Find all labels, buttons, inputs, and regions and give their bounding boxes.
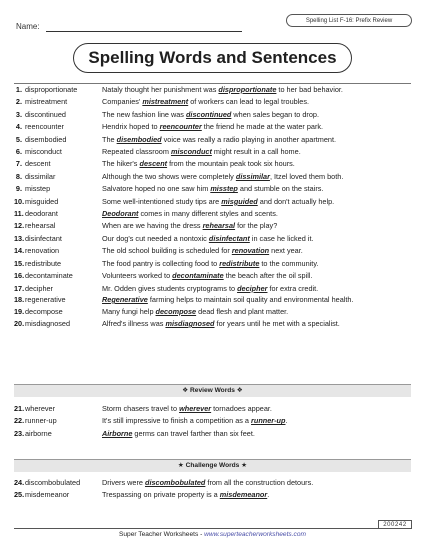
spelling-word: misconduct: [25, 147, 62, 157]
sentence-target-word: decontaminate: [172, 271, 224, 281]
word-list: [14, 84, 411, 330]
word-number: 2.: [15, 97, 22, 107]
spelling-word: disembodied: [25, 134, 67, 144]
word-number: 5.: [15, 134, 22, 144]
word-number: 9.: [15, 184, 22, 194]
review-heading: ❖ Review Words ❖: [14, 384, 411, 397]
word-row: [14, 183, 411, 195]
challenge-heading: ★ Challenge Words ★: [14, 459, 411, 472]
sentence-after: from the mountain peak took six hours.: [167, 159, 295, 169]
word-row: [14, 415, 411, 427]
sentence-target-word: decompose: [155, 306, 197, 316]
sentence-before: Storm chasers travel to: [102, 404, 180, 413]
spelling-word: deodorant: [25, 209, 58, 219]
example-sentence: [102, 306, 411, 318]
word-number: 13.: [14, 233, 25, 243]
word-number: 17.: [14, 283, 25, 293]
spelling-list-badge: Spelling List F-16: Prefix Review: [286, 14, 412, 27]
sentence-after: tornadoes appear.: [211, 404, 272, 413]
spelling-word: airborne: [25, 428, 52, 438]
example-sentence: [102, 121, 411, 133]
sentence-target-word: Regenerative: [102, 294, 148, 304]
sentence-target-word: misstep: [210, 184, 238, 194]
spelling-word: regenerative: [25, 294, 66, 304]
sentence-before: Hendrix hoped to: [102, 122, 160, 132]
example-sentence: [102, 318, 411, 330]
word-number: 25.: [14, 490, 25, 500]
example-sentence: [102, 208, 411, 220]
example-sentence: [102, 428, 411, 440]
word-number: 6.: [15, 147, 22, 157]
spelling-word: misstep: [25, 184, 51, 194]
sentence-before: It's still impressive to finish a competition as a: [102, 416, 252, 426]
word-number: 18.: [14, 294, 25, 304]
sentence-target-word: disembodied: [116, 134, 162, 144]
spelling-word: discontinued: [25, 109, 66, 119]
spelling-word: descent: [25, 159, 51, 169]
sentence-after: in case he licked it.: [249, 233, 314, 243]
sentence-target-word: disproportionate: [218, 85, 277, 94]
sentence-after: from all the construction detours.: [205, 478, 314, 487]
spelling-word: rehearsal: [25, 221, 56, 231]
sentence-target-word: descent: [139, 159, 168, 169]
spelling-word: misguided: [25, 196, 59, 206]
sentence-before: When are we having the dress: [102, 221, 203, 231]
sentence-target-word: Airborne: [102, 428, 133, 438]
spelling-word: reencounter: [25, 122, 64, 132]
sentence-before: Salvatore hoped no one saw him: [102, 184, 211, 194]
example-sentence: [102, 283, 411, 295]
footer-text: Super Teacher Worksheets -: [118, 531, 205, 538]
example-sentence: [102, 146, 411, 158]
sentence-before: The hiker's: [102, 159, 140, 169]
sentence-after: when sales began to drop.: [231, 109, 319, 119]
challenge-word-list: [14, 477, 411, 502]
example-sentence: [102, 403, 411, 415]
spelling-word: disinfectant: [25, 233, 62, 243]
sentence-after: germs can travel farther than six feet.: [132, 428, 255, 438]
sentence-before: Many fungi help: [102, 306, 156, 316]
sentence-before: Drivers were: [102, 478, 145, 487]
sentence-before: The food pantry is collecting food to: [102, 258, 220, 268]
word-number: 12.: [14, 221, 25, 231]
sentence-before: Our dog's cut needed a nontoxic: [102, 233, 209, 243]
sentence-after: for the play?: [235, 221, 278, 231]
sentence-target-word: disinfectant: [208, 233, 250, 243]
sentence-before: Some well-intentioned study tips are: [102, 196, 222, 206]
name-label: Name:: [16, 22, 40, 31]
footer-rule: [14, 528, 411, 529]
spelling-word: decipher: [25, 283, 53, 293]
word-number: 3.: [15, 109, 22, 119]
spelling-word: mistreatment: [25, 97, 68, 107]
example-sentence: [102, 258, 411, 270]
sentence-target-word: Deodorant: [102, 209, 139, 219]
spelling-word: misdiagnosed: [25, 318, 71, 328]
sentence-target-word: misconduct: [170, 147, 212, 157]
sentence-target-word: runner-up: [251, 416, 286, 426]
sentence-target-word: discontinued: [185, 109, 232, 119]
sentence-target-word: wherever: [179, 404, 212, 413]
word-row: [14, 403, 411, 415]
spelling-word: runner-up: [25, 416, 57, 426]
word-row: [14, 306, 411, 318]
sentence-target-word: redistribute: [219, 258, 260, 268]
example-sentence: [102, 158, 411, 170]
sentence-after: for extra credit.: [267, 283, 319, 293]
word-row: [14, 208, 411, 220]
sentence-target-word: decipher: [237, 283, 268, 293]
word-row: [14, 84, 411, 96]
sentence-target-word: misguided: [221, 196, 258, 206]
spelling-word: decompose: [25, 306, 63, 316]
sentence-after: farming helps to maintain soil quality and environmental health.: [147, 294, 354, 304]
sentence-after: .: [285, 416, 288, 426]
review-word-list: [14, 403, 411, 440]
word-number: 14.: [14, 246, 25, 256]
word-row: [14, 196, 411, 208]
worksheet-code: 200242: [378, 520, 412, 529]
word-row: [14, 121, 411, 133]
spelling-word: misdemeanor: [25, 490, 70, 500]
word-number: 4.: [15, 122, 22, 132]
word-row: [14, 489, 411, 501]
word-row: [14, 96, 411, 108]
spelling-word: dissimilar: [25, 171, 56, 181]
spelling-word: wherever: [25, 404, 56, 413]
sentence-target-word: discombobulated: [144, 478, 206, 487]
sentence-before: Although the two shows were completely: [102, 171, 236, 181]
sentence-before: Repeated classroom: [102, 147, 171, 157]
example-sentence: [102, 220, 411, 232]
sentence-before: Mr. Odden gives students cryptograms to: [102, 283, 238, 293]
sentence-after: might result in a call home.: [211, 147, 301, 157]
example-sentence: [102, 109, 411, 121]
word-number: 16.: [14, 271, 25, 281]
word-number: 11.: [14, 209, 24, 219]
example-sentence: [102, 295, 411, 306]
sentence-target-word: mistreatment: [142, 97, 189, 107]
sentence-target-word: renovation: [231, 246, 270, 256]
word-row: [14, 146, 411, 158]
sentence-target-word: misdiagnosed: [165, 318, 215, 328]
word-row: [14, 171, 411, 183]
example-sentence: [102, 477, 411, 489]
sentence-after: and stumble on the stairs.: [237, 184, 324, 194]
sentence-after: , Itzel loved them both.: [269, 171, 344, 181]
example-sentence: [102, 233, 411, 245]
word-number: 15.: [14, 258, 25, 268]
word-row: [14, 109, 411, 121]
word-number: 24.: [14, 478, 25, 487]
spelling-word: disproportionate: [25, 85, 78, 94]
page-title: Spelling Words and Sentences: [73, 43, 352, 73]
sentence-before: Volunteers worked to: [102, 271, 173, 281]
spelling-word: renovation: [25, 246, 60, 256]
word-number: 1.: [15, 85, 22, 94]
word-row: [14, 220, 411, 232]
spelling-word: decontaminate: [25, 271, 73, 281]
word-row: [14, 318, 411, 330]
example-sentence: [102, 270, 411, 282]
word-row: [14, 258, 411, 270]
word-row: [14, 295, 411, 306]
example-sentence: [102, 489, 411, 501]
example-sentence: [102, 196, 411, 208]
sentence-after: for years until he met with a specialist.: [214, 318, 340, 328]
sentence-after: next year.: [269, 246, 303, 256]
sentence-after: the beach after the oil spill.: [223, 271, 313, 281]
example-sentence: [102, 245, 411, 257]
example-sentence: [102, 96, 411, 108]
word-row: [14, 477, 411, 489]
sentence-after: voice was really a radio playing in another apartment.: [161, 134, 337, 144]
sentence-after: to her bad behavior.: [276, 85, 343, 94]
word-number: 10.: [14, 196, 25, 206]
sentence-before: Nataly thought her punishment was: [102, 85, 219, 94]
footer-url-link[interactable]: www.superteacherworksheets.com: [204, 531, 307, 538]
sentence-target-word: rehearsal: [202, 221, 236, 231]
sentence-after: comes in many different styles and scents.: [138, 209, 278, 219]
example-sentence: [102, 183, 411, 195]
example-sentence: [102, 84, 411, 96]
sentence-target-word: misdemeanor: [219, 490, 268, 500]
sentence-after: .: [267, 490, 270, 500]
word-number: 8.: [15, 171, 22, 181]
word-row: [14, 428, 411, 440]
word-number: 19.: [14, 306, 25, 316]
sentence-after: dead flesh and plant matter.: [196, 306, 289, 316]
word-number: 21.: [14, 404, 25, 413]
word-number: 20.: [14, 318, 25, 328]
sentence-before: Trespassing on private property is a: [102, 490, 220, 500]
sentence-target-word: reencounter: [159, 122, 202, 132]
sentence-after: the friend he made at the water park.: [201, 122, 324, 132]
footer: [14, 531, 411, 538]
sentence-before: The: [102, 134, 117, 144]
word-number: 7.: [15, 159, 22, 169]
sentence-target-word: dissimilar: [235, 171, 270, 181]
word-number: 22.: [14, 416, 25, 426]
word-row: [14, 158, 411, 170]
example-sentence: [102, 171, 411, 183]
word-row: [14, 245, 411, 257]
example-sentence: [102, 415, 411, 427]
sentence-after: to the community.: [259, 258, 319, 268]
example-sentence: [102, 134, 411, 146]
word-row: [14, 283, 411, 295]
word-row: [14, 270, 411, 282]
word-row: [14, 134, 411, 146]
name-line: [46, 31, 242, 32]
sentence-before: The new fashion line was: [102, 109, 186, 119]
sentence-after: and don't actually help.: [257, 196, 335, 206]
spelling-word: redistribute: [25, 258, 62, 268]
sentence-before: Companies': [102, 97, 143, 107]
sentence-after: of workers can lead to legal troubles.: [188, 97, 310, 107]
word-number: 23.: [14, 428, 25, 438]
sentence-before: Alfred's illness was: [102, 318, 166, 328]
word-row: [14, 233, 411, 245]
sentence-before: The old school building is scheduled for: [102, 246, 232, 256]
spelling-word: discombobulated: [25, 478, 81, 487]
